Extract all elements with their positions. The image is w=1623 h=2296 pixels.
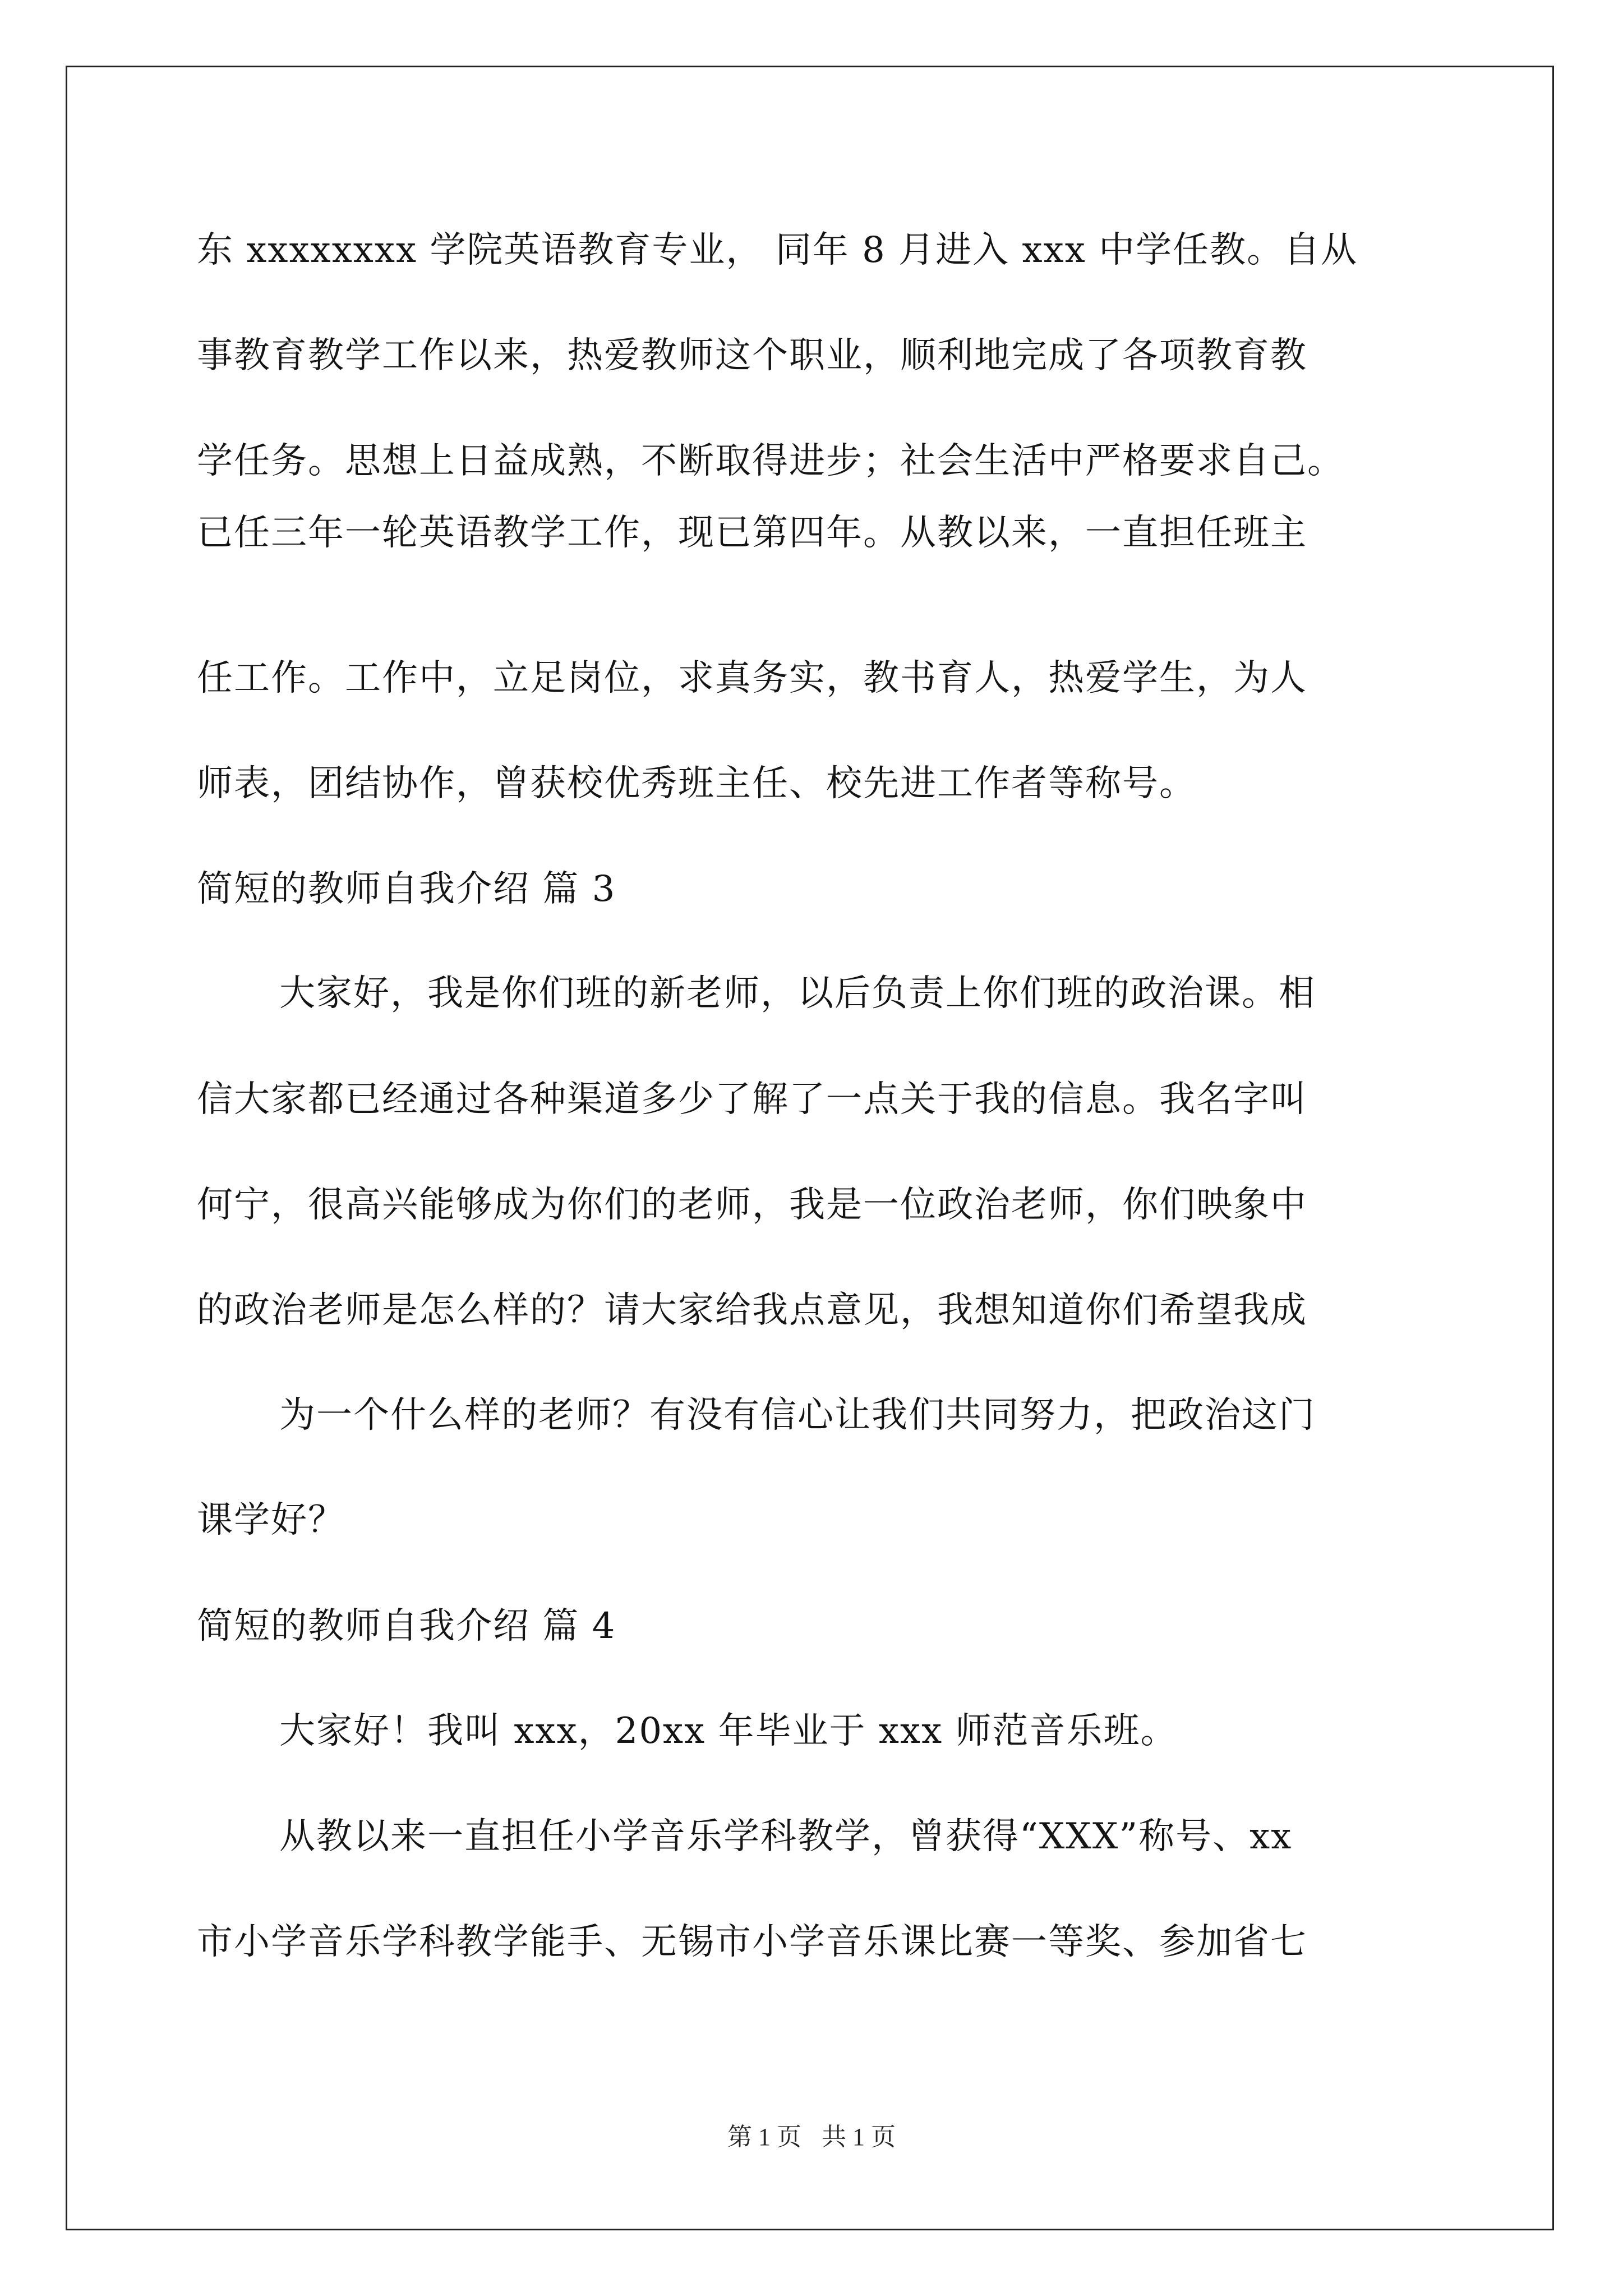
body-line: 学任务。思想上日益成熟，不断取得进步；社会生活中严格要求自己。: [197, 440, 1344, 482]
body-line: 大家好！我叫 xxx，20xx 年毕业于 xxx 师范音乐班。: [279, 1710, 1178, 1752]
body-line: 课学好？: [197, 1499, 345, 1541]
body-line: 的政治老师是怎么样的？请大家给我点意见，我想知道你们希望我成: [197, 1290, 1307, 1331]
body-line: 市小学音乐学科教学能手、无锡市小学音乐课比赛一等奖、参加省七: [197, 1921, 1307, 1963]
section-heading: 简短的教师自我介绍 篇 3: [197, 868, 616, 910]
body-line: 何宁，很高兴能够成为你们的老师，我是一位政治老师，你们映象中: [197, 1184, 1307, 1226]
body-line: 任工作。工作中，立足岗位，求真务实，教书育人，热爱学生，为人: [197, 657, 1307, 699]
body-line: 已任三年一轮英语教学工作，现已第四年。从教以来，一直担任班主: [197, 512, 1307, 554]
body-line: 东 xxxxxxxx 学院英语教育专业， 同年 8 月进入 xxx 中学任教。自从: [197, 229, 1358, 271]
body-line: 师表，团结协作，曾获校优秀班主任、校先进工作者等称号。: [197, 763, 1196, 804]
page-number: 第 1 页: [727, 2123, 801, 2151]
section-heading: 简短的教师自我介绍 篇 4: [197, 1605, 616, 1647]
body-line: 信大家都已经通过各种渠道多少了解了一点关于我的信息。我名字叫: [197, 1079, 1307, 1120]
page-footer: [0, 2122, 1623, 2153]
body-line: 大家好，我是你们班的新老师，以后负责上你们班的政治课。相: [279, 973, 1316, 1014]
page-border: [66, 66, 1554, 2230]
body-line: 从教以来一直担任小学音乐学科教学，曾获得“XXX”称号、xx: [279, 1816, 1293, 1857]
body-line: 为一个什么样的老师？有没有信心让我们共同努力，把政治这门: [279, 1395, 1316, 1436]
page-total: 共 1 页: [822, 2123, 896, 2151]
body-line: 事教育教学工作以来，热爱教师这个职业，顺利地完成了各项教育教: [197, 335, 1307, 376]
